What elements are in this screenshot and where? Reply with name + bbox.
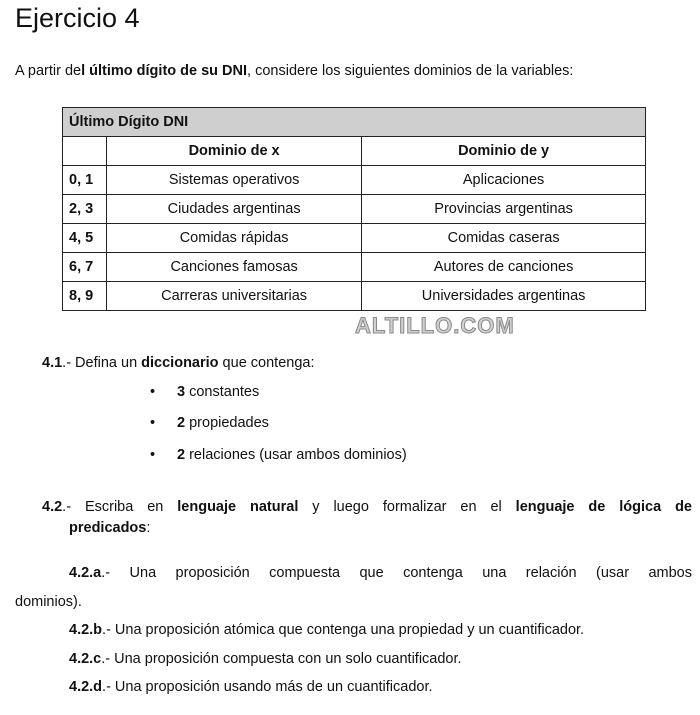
bullet-count: 2 (177, 415, 186, 431)
row-domain-y: Aplicaciones (362, 166, 646, 195)
question-4-2-b (69, 622, 584, 638)
question-4-2-cont (69, 520, 150, 536)
question-keyword: diccionario (141, 355, 219, 371)
question-4-1 (42, 355, 314, 371)
row-key: 0, 1 (63, 166, 107, 195)
row-domain-x: Ciudades argentinas (107, 195, 362, 224)
row-domain-y: Comidas caseras (362, 224, 646, 253)
bullet-count: 2 (177, 447, 186, 463)
row-domain-y: Provincias argentinas (362, 195, 646, 224)
row-key: 2, 3 (63, 195, 107, 224)
intro-text-pre: A partir de (15, 63, 82, 79)
table-row (63, 282, 646, 311)
bullet-icon: • (150, 384, 156, 400)
row-domain-y: Universidades argentinas (362, 282, 646, 311)
row-domain-y: Autores de canciones (362, 253, 646, 282)
row-domain-x: Canciones famosas (107, 253, 362, 282)
table-row (63, 224, 646, 253)
question-keyword: lenguaje de lógica de (515, 499, 692, 515)
row-domain-x: Sistemas operativos (107, 166, 362, 195)
question-text: .- Una proposición usando más de un cuantificador. (102, 679, 433, 695)
bullet-text: propiedades (185, 415, 269, 431)
question-keyword: predicados (69, 520, 147, 536)
question-4-2-c (69, 651, 462, 667)
question-number: 4.2.b (69, 622, 103, 638)
list-item (150, 415, 269, 431)
watermark: ALTILLO.COM (355, 313, 515, 338)
table-empty-cell (63, 137, 107, 166)
bullet-icon: • (150, 447, 156, 463)
row-domain-x: Carreras universitarias (107, 282, 362, 311)
bullet-text: relaciones (usar ambos dominios) (185, 447, 407, 463)
bullet-text: constantes (185, 384, 260, 400)
question-text: : (146, 520, 151, 536)
row-key: 8, 9 (63, 282, 107, 311)
question-text: y luego formalizar en el (298, 499, 516, 515)
list-item (150, 384, 260, 400)
row-domain-x: Comidas rápidas (107, 224, 362, 253)
question-text: .- Una proposición compuesta con un solo cuantificador. (101, 651, 462, 667)
table-row (63, 253, 646, 282)
table-header: Último Dígito DNI (63, 108, 646, 137)
column-header-y: Dominio de y (362, 137, 646, 166)
question-4-2-a (69, 565, 692, 581)
question-number: 4.2.d (69, 679, 103, 695)
question-text: .- Defina un (62, 355, 142, 371)
list-item (150, 447, 407, 463)
question-number: 4.2 (42, 499, 63, 515)
question-number: 4.2.c (69, 651, 102, 667)
question-number: 4.1 (42, 355, 63, 371)
question-text: .- Una proposición atómica que contenga una propiedad y un cuantificador. (102, 622, 585, 638)
table-row (63, 195, 646, 224)
table-header-row (63, 108, 646, 137)
question-number: 4.2.a (69, 565, 102, 581)
column-header-x: Dominio de x (107, 137, 362, 166)
question-keyword: lenguaje natural (177, 499, 299, 515)
table-column-row (63, 137, 646, 166)
bullet-count: 3 (177, 384, 186, 400)
question-4-2-d (69, 679, 433, 695)
page-title: Ejercicio 4 (15, 3, 140, 33)
question-4-2 (42, 499, 692, 515)
row-key: 4, 5 (63, 224, 107, 253)
domain-table (62, 107, 646, 311)
bullet-icon: • (150, 415, 156, 431)
question-text: que contenga: (218, 355, 315, 371)
question-4-2-a-cont: dominios). (15, 594, 82, 610)
intro-paragraph (15, 63, 573, 79)
table-row (63, 166, 646, 195)
question-text: .- Escriba en (62, 499, 178, 515)
question-text: .- Una proposición compuesta que contenga una relación (usar ambos (101, 565, 692, 581)
intro-text-post: , considere los siguientes dominios de la variables: (247, 63, 574, 79)
intro-text-bold: l último dígito de su DNI (81, 63, 248, 79)
row-key: 6, 7 (63, 253, 107, 282)
